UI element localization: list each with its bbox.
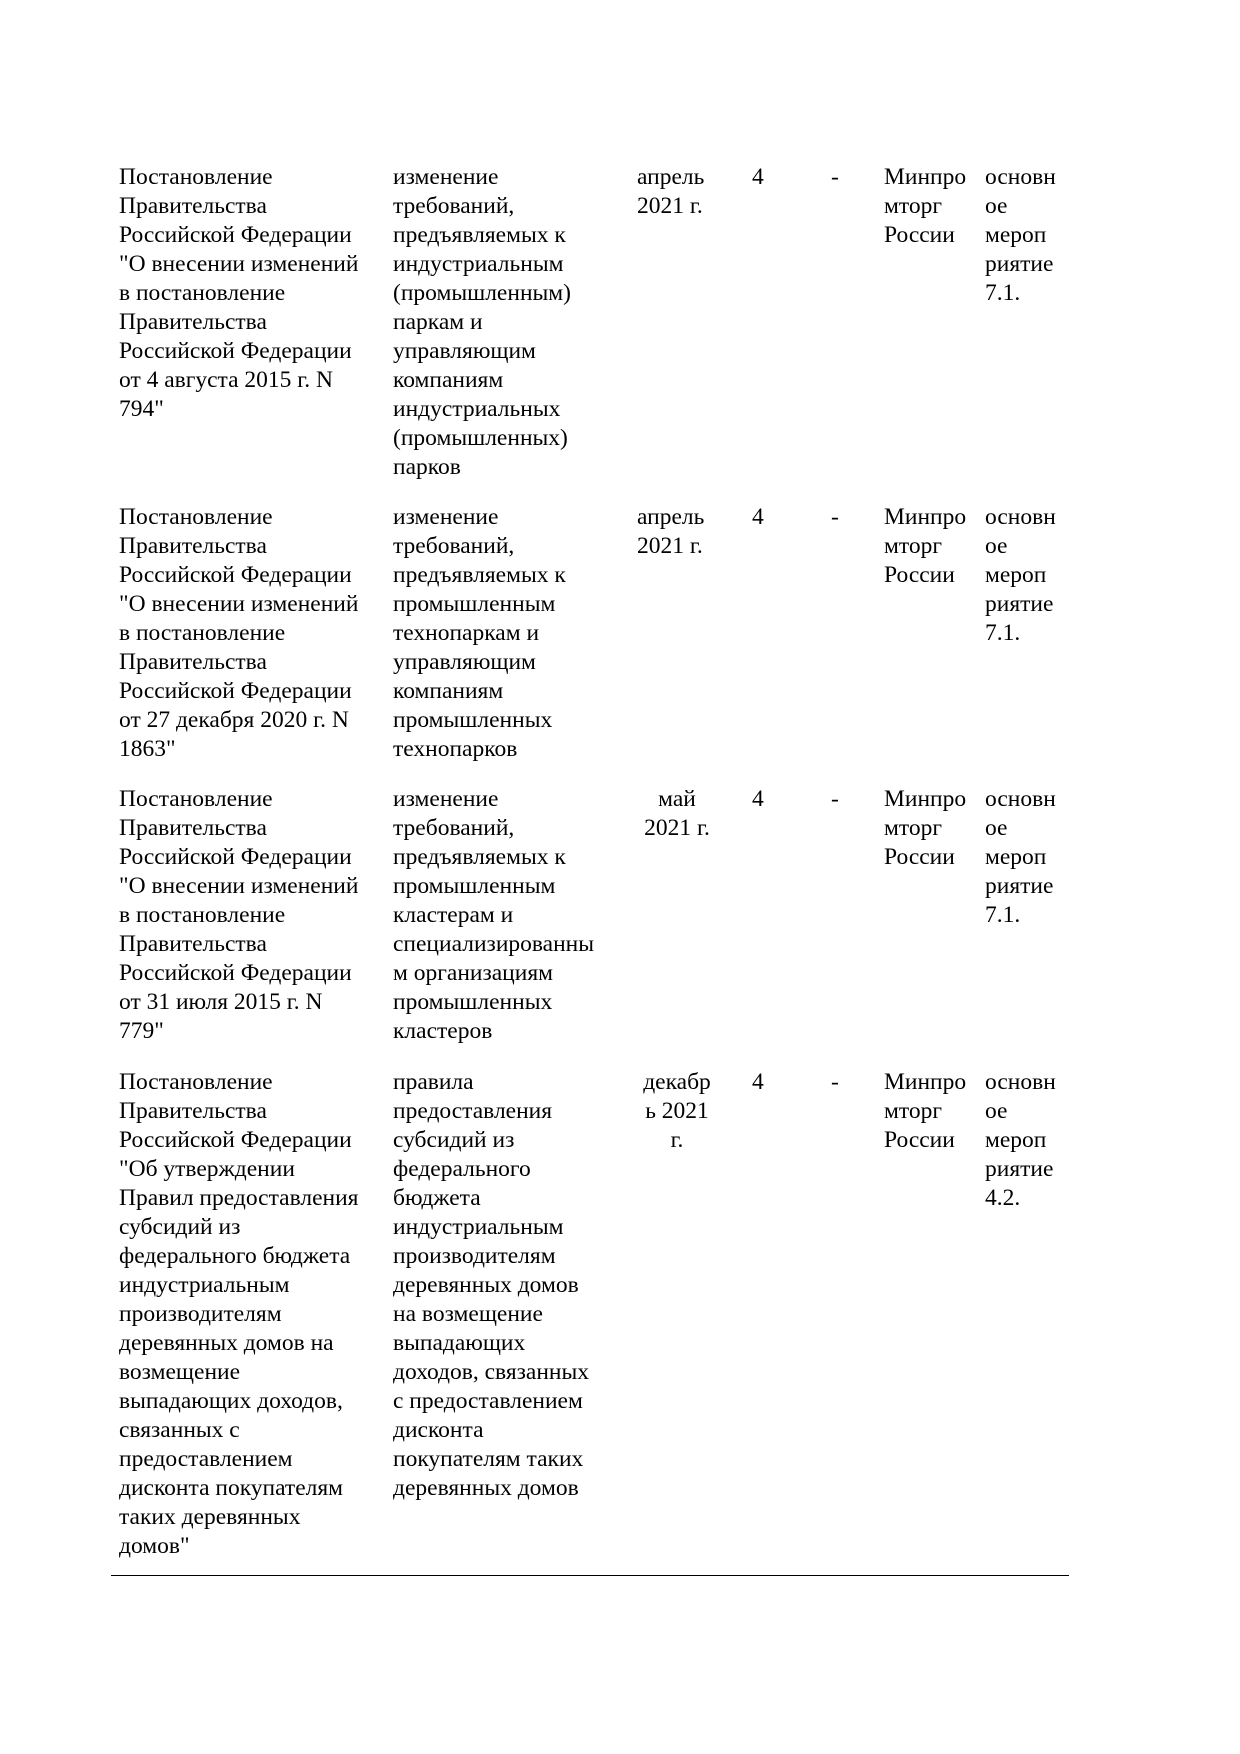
quarter-value: 4 <box>752 786 764 812</box>
deadline: апрель 2021 г. <box>637 164 705 219</box>
legal-act-name: Постановление Правительства Российской Федерации "О внесении изменений в постановление Правительства Российской Федерации от 4 августа 2015 г. N 794" <box>119 164 359 422</box>
responsible-executor: Минпро мторг России <box>884 164 967 248</box>
responsible-executor: Минпро мторг России <box>884 1069 967 1153</box>
act-content: изменение требований, предъявляемых к индустриальным (промышленным) паркам и управляющим компаниям индустриальных (промышленных) парков <box>393 164 572 480</box>
act-content: правила предоставления субсидий из федерального бюджета индустриальным производителям деревянных домов на возмещение выпадающих доходов, связанных с предоставлением дисконта покупателям таких деревянных домов <box>393 1069 590 1501</box>
quarter-value: 4 <box>752 164 764 190</box>
legal-act-name: Постановление Правительства Российской Федерации "О внесении изменений в постановление Правительства Российской Федерации от 27 декабря 2020 г. N 1863" <box>119 504 359 762</box>
dash-value: - <box>831 786 839 812</box>
quarter-value: 4 <box>752 504 764 530</box>
related-measure: основн ое мероп риятие 4.2. <box>985 1069 1056 1211</box>
act-content: изменение требований, предъявляемых к промышленным технопаркам и управляющим компаниям промышленных технопарков <box>393 504 566 762</box>
act-content: изменение требований, предъявляемых к промышленным кластерам и специализированны м организациям промышленных кластеров <box>393 786 595 1044</box>
dash-value: - <box>831 504 839 530</box>
related-measure: основн ое мероп риятие 7.1. <box>985 504 1056 646</box>
quarter-value: 4 <box>752 1069 764 1095</box>
legal-act-name: Постановление Правительства Российской Федерации "Об утверждении Правил предоставления субсидий из федерального бюджета индустриальным производителям деревянных домов на возмещение выпадающих доходов, связанных с предоставлением дисконта покупателям таких деревянных домов" <box>119 1069 359 1559</box>
table-bottom-border <box>111 1575 1069 1576</box>
deadline: май 2021 г. <box>644 786 710 841</box>
deadline: апрель 2021 г. <box>637 504 705 559</box>
legal-act-name: Постановление Правительства Российской Федерации "О внесении изменений в постановление Правительства Российской Федерации от 31 июля 2015 г. N 779" <box>119 786 359 1044</box>
responsible-executor: Минпро мторг России <box>884 504 967 588</box>
related-measure: основн ое мероп риятие 7.1. <box>985 164 1056 306</box>
deadline: декабр ь 2021 г. <box>643 1069 711 1153</box>
responsible-executor: Минпро мторг России <box>884 786 967 870</box>
related-measure: основн ое мероп риятие 7.1. <box>985 786 1056 928</box>
dash-value: - <box>831 1069 839 1095</box>
dash-value: - <box>831 164 839 190</box>
